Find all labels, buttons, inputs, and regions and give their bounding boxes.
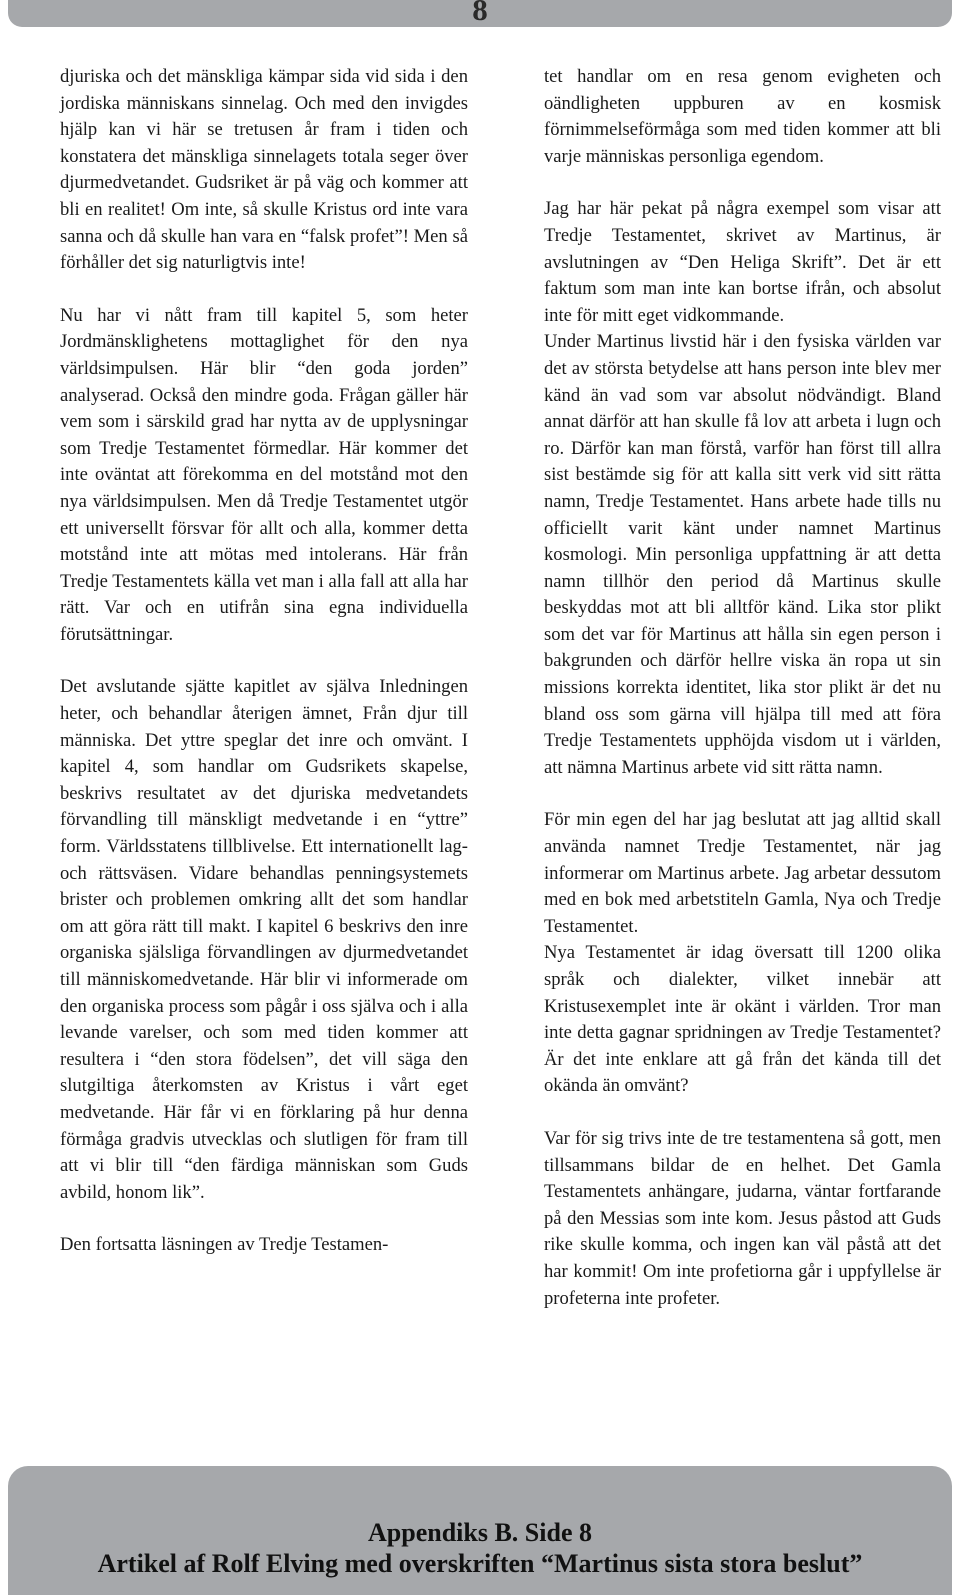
paragraph: Nya Testamentet är idag översatt till 1200 olika språk och dialekter, vilket innebär att Kristusexemplet inte är okänt i världen. Tror man inte detta gagnar spridningen av Tredje Testamentet? Är det inte enklare att gå från det kända till det okända än omvänt? (544, 942, 941, 1097)
paragraph: Jag har här pekat på några exempel som visar att Tredje Testamentet, skrivet av Martinus, är avslutningen av “Den Heliga Skrift”. Det är ett faktum som man inte kan bortse ifrån, och absolut inte för mitt eget vidkommande. (544, 198, 941, 326)
footer-article-title: Artikel af Rolf Elving med overskriften “Martinus sista stora beslut” (97, 1549, 863, 1578)
paragraph: Det avslutande sjätte kapitlet av själva Inledningen heter, och behandlar återigen ämnet, Från djur till människa. Det yttre speglar det inre och omvänt. I kapitel 4, som handlar om Gudsrikets skapelse, beskrivs resultatet av det djuriska medvetandets förvandling till mänskligt medvetande i en “yttre” form. Världsstatens tillblivelse. Ett internationellt lag- och rättsväsen. Vidare behandlas penningsystemets brister och problemen omkring allt det som handlar om att göra rätt till makt. I kapitel 6 beskrivs den inre organiska själsliga förvandlingen av djurmedvetandet till människomedvetande. Här blir vi informerade om den organiska process som pågår i oss själva och i alla levande varelser, och som med tiden kommer att resultera i “den stora födelsen”, det vill säga den slutgiltiga återkomsten av Kristus i vårt eget medvetande. Här får vi en förklaring på hur denna förmåga gradvis utvecklas och slutligen för fram till att vi blir till “den färdiga människan som Guds avbild, honom lik”. (60, 676, 468, 1203)
paragraph: Var för sig trivs inte de tre testamentena så gott, men tillsammans bildar de en helhet. Det Gamla Testamentets anhängare, judarna, väntar fortfarande på den Messias som inte kom. Jesus påstod att Guds rike skulle komma, och ingen kan väl påstå att det har kommit! Om inte profetiorna går i uppfyllelse är profeterna inte profeter. (544, 1127, 941, 1309)
page-number: 8 (472, 0, 488, 27)
paragraph: Nu har vi nått fram till kapitel 5, som heter Jordmänsklighetens mottaglighet för den nya världsimpulsen. Här blir “den goda jorden” analyserad. Också den mindre goda. Frågan gäller här vem som i särskild grad har nytta av de upplysningar som Tredje Testamentet förmedlar. Här kommer det inte oväntat att förekomma en del motstånd mot den nya världsimpulsen. Men då Tredje Testamentet utgör ett universellt försvar för allt och alla, kommer detta motstånd inte att mötas med intolerans. Här från Tredje Testamentets källa vet man i alla fall att alla har rätt. Var och en utifrån sina egna individuella förutsättningar. (60, 304, 468, 645)
paragraph: tet handlar om en resa genom evigheten och oändligheten uppburen av en kosmisk förnimmelseförmåga som med tiden kommer att bli varje människas personliga egendom. (544, 66, 941, 167)
paragraph: Den fortsatta läsningen av Tredje Testamen- (60, 1234, 389, 1256)
page-footer-bar (8, 1466, 952, 1595)
page-header-bar (8, 0, 952, 27)
right-text-column (544, 64, 941, 1312)
paragraph: För min egen del har jag beslutat att jag alltid skall använda namnet Tredje Testamentet, när jag informerar om Martinus arbete. Jag arbetar dessutom med en bok med arbetstiteln Gamla, Nya och Tredje Testamentet. (544, 809, 941, 937)
left-text-column (60, 64, 468, 1259)
footer-appendix-label: Appendiks B. Side 8 (368, 1518, 592, 1547)
paragraph: djuriska och det mänskliga kämpar sida vid sida i den jordiska människans sinnelag. Och med den invigdes hjälp kan vi här se tretusen år fram i tiden och konstatera det mänskliga sinnelagets totala seger över djurmedvetandet. Gudsriket är på väg och kommer att bli en realitet! Om inte, så skulle Kristus ord inte vara sanna och då skulle han vara en “falsk profet”! Men så förhåller det sig naturligtvis inte! (60, 66, 468, 274)
paragraph: Under Martinus livstid här i den fysiska världen var det av största betydelse att hans person inte blev mer känd än vad som var absolut nödvändigt. Bland annat därför att han skulle få lov att arbeta i lugn och ro. Därför kan man förstå, varför han först till allra sist bestämde sig för att kalla sitt verk vid sitt rätta namn, Tredje Testamentet. Hans arbete hade tills nu officiellt varit känt under namnet Martinus kosmologi. Min personliga uppfattning är att detta namn tillhör den period då Martinus skulle beskyddas mot att bli alltför känd. Lika stor plikt som det var för Martinus att hålla sin egen person i bakgrunden och därför hellre viska än ropa ut sin missions korrekta identitet, lika stor plikt är det nu bland oss som gärna vill hjälpa till med att föra Tredje Testamentets upphöjda visdom ut i världen, att nämna Martinus arbete vid sitt rätta namn. (544, 331, 941, 778)
